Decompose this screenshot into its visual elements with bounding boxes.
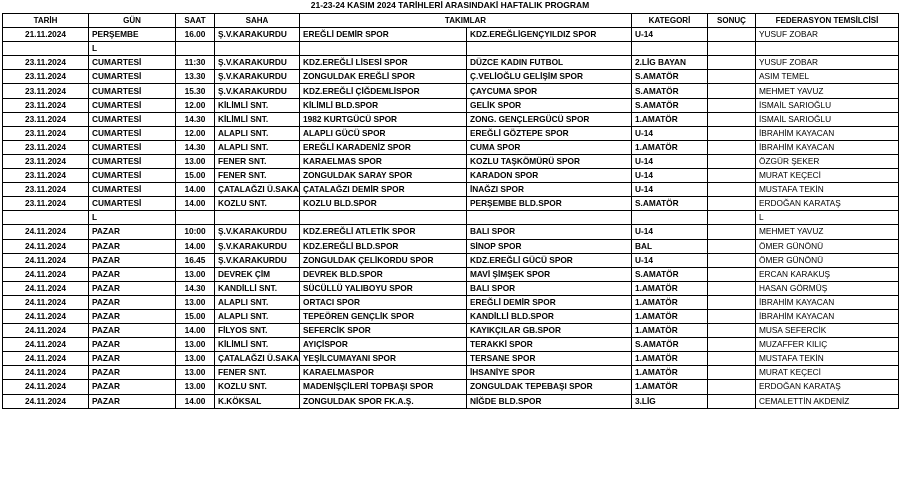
cell-tarih: 24.11.2024 [3, 309, 89, 323]
cell-kategori: 1.AMATÖR [632, 112, 708, 126]
cell-temsilci: YUSUF ZOBAR [756, 56, 899, 70]
cell-gun: CUMARTESİ [89, 98, 176, 112]
cell-saat: 15.00 [176, 309, 215, 323]
cell-home-team: MADENİŞÇİLERİ TOPBAŞI SPOR [300, 380, 467, 394]
cell-tarih: 23.11.2024 [3, 56, 89, 70]
cell-kategori: 1.AMATÖR [632, 352, 708, 366]
cell-tarih: 24.11.2024 [3, 352, 89, 366]
cell-tarih: 23.11.2024 [3, 126, 89, 140]
cell-sonuc [708, 267, 756, 281]
cell-gun: CUMARTESİ [89, 56, 176, 70]
cell-temsilci [756, 42, 899, 56]
cell-tarih: 21.11.2024 [3, 28, 89, 42]
cell-home-team: ORTACI SPOR [300, 295, 467, 309]
cell-saat: 14.00 [176, 197, 215, 211]
cell-away-team: EREĞLİ DEMİR SPOR [467, 295, 632, 309]
table-row [3, 352, 899, 366]
table-row [3, 324, 899, 338]
cell-saha: Ş.V.KARAKURDU [215, 70, 300, 84]
cell-temsilci: ASIM TEMEL [756, 70, 899, 84]
cell-away-team: DÜZCE KADIN FUTBOL [467, 56, 632, 70]
cell-saat: 14.00 [176, 394, 215, 408]
cell-saat: 13.00 [176, 380, 215, 394]
cell-sonuc [708, 225, 756, 239]
cell-home-team: SEFERCİK SPOR [300, 324, 467, 338]
cell-home-team: KARAELMASPOR [300, 366, 467, 380]
cell-gun: PAZAR [89, 281, 176, 295]
cell-kategori: 1.AMATÖR [632, 380, 708, 394]
cell-tarih: 23.11.2024 [3, 197, 89, 211]
table-row [3, 126, 899, 140]
cell-gun: PAZAR [89, 309, 176, 323]
cell-kategori: U-14 [632, 154, 708, 168]
cell-temsilci: CEMALETTİN AKDENİZ [756, 394, 899, 408]
cell-away-team: İHSANİYE SPOR [467, 366, 632, 380]
schedule-body [3, 28, 899, 409]
cell-tarih: 24.11.2024 [3, 281, 89, 295]
table-row [3, 295, 899, 309]
cell-gun: CUMARTESİ [89, 183, 176, 197]
table-row [3, 84, 899, 98]
cell-saha: Ş.V.KARAKURDU [215, 239, 300, 253]
cell-temsilci: İBRAHİM KAYACAN [756, 309, 899, 323]
cell-gun: CUMARTESİ [89, 169, 176, 183]
cell-sonuc [708, 197, 756, 211]
cell-saha: ÇATALAĞZI Ü.SAKA [215, 352, 300, 366]
cell-away-team: EREĞLİ GÖZTEPE SPOR [467, 126, 632, 140]
cell-gun: PAZAR [89, 380, 176, 394]
cell-sonuc [708, 28, 756, 42]
table-row [3, 112, 899, 126]
cell-sonuc [708, 56, 756, 70]
cell-tarih: 24.11.2024 [3, 225, 89, 239]
cell-away-team: TERSANE SPOR [467, 352, 632, 366]
cell-tarih: 23.11.2024 [3, 169, 89, 183]
cell-home-team: KDZ.EREĞLİ ÇİĞDEMLİSPOR [300, 84, 467, 98]
page-title: 21-23-24 KASIM 2024 TARİHLERİ ARASINDAKİ HAFTALIK PROGRAM [310, 0, 590, 10]
cell-kategori: U-14 [632, 169, 708, 183]
cell-temsilci: L [756, 211, 899, 225]
cell-saat: 13.00 [176, 338, 215, 352]
cell-away-team: ZONG. GENÇLERGÜCÜ SPOR [467, 112, 632, 126]
cell-tarih: 23.11.2024 [3, 183, 89, 197]
cell-saat: 13.00 [176, 352, 215, 366]
col-header-saha: SAHA [215, 14, 300, 28]
cell-away-team: Ç.VELİOĞLU GELİŞİM SPOR [467, 70, 632, 84]
cell-saat: 13.00 [176, 295, 215, 309]
cell-saha: ALAPLI SNT. [215, 295, 300, 309]
table-row [3, 239, 899, 253]
cell-kategori [632, 42, 708, 56]
table-row [3, 281, 899, 295]
col-header-takimlar: TAKIMLAR [300, 14, 632, 28]
cell-gun: L [89, 211, 176, 225]
cell-temsilci: ERDOĞAN KARATAŞ [756, 197, 899, 211]
cell-away-team: KANDİLLİ BLD.SPOR [467, 309, 632, 323]
cell-tarih [3, 211, 89, 225]
cell-saha: KİLİMLİ SNT. [215, 338, 300, 352]
cell-gun: PAZAR [89, 324, 176, 338]
cell-temsilci: MUZAFFER KILIÇ [756, 338, 899, 352]
cell-tarih: 23.11.2024 [3, 154, 89, 168]
table-row [3, 28, 899, 42]
cell-temsilci: MEHMET YAVUZ [756, 225, 899, 239]
cell-home-team: YEŞİLCUMAYANI SPOR [300, 352, 467, 366]
cell-temsilci: YUSUF ZOBAR [756, 28, 899, 42]
cell-tarih: 23.11.2024 [3, 84, 89, 98]
cell-saat: 14.00 [176, 183, 215, 197]
cell-saat: 12.00 [176, 126, 215, 140]
cell-saat: 14.00 [176, 239, 215, 253]
cell-away-team: ÇAYCUMA SPOR [467, 84, 632, 98]
cell-gun: PAZAR [89, 338, 176, 352]
cell-saat: 13.00 [176, 267, 215, 281]
cell-tarih: 24.11.2024 [3, 380, 89, 394]
cell-saha [215, 42, 300, 56]
cell-gun: L [89, 42, 176, 56]
cell-sonuc [708, 295, 756, 309]
cell-sonuc [708, 154, 756, 168]
cell-tarih: 23.11.2024 [3, 98, 89, 112]
cell-sonuc [708, 42, 756, 56]
cell-gun: PAZAR [89, 366, 176, 380]
cell-saha [215, 211, 300, 225]
cell-sonuc [708, 126, 756, 140]
cell-temsilci: ERDOĞAN KARATAŞ [756, 380, 899, 394]
cell-saat: 12.00 [176, 98, 215, 112]
cell-saat: 15.00 [176, 169, 215, 183]
cell-saha: KANDİLLİ SNT. [215, 281, 300, 295]
col-header-sonuc: SONUÇ [708, 14, 756, 28]
cell-sonuc [708, 98, 756, 112]
cell-sonuc [708, 112, 756, 126]
cell-gun: CUMARTESİ [89, 154, 176, 168]
cell-kategori: S.AMATÖR [632, 84, 708, 98]
cell-home-team: DEVREK BLD.SPOR [300, 267, 467, 281]
col-header-temsilci: FEDERASYON TEMSİLCİSİ [756, 14, 899, 28]
cell-kategori: BAL [632, 239, 708, 253]
cell-saat: 14.30 [176, 112, 215, 126]
cell-tarih: 24.11.2024 [3, 239, 89, 253]
cell-tarih: 24.11.2024 [3, 253, 89, 267]
cell-saat [176, 211, 215, 225]
cell-kategori: 1.AMATÖR [632, 140, 708, 154]
cell-kategori: 2.LİG BAYAN [632, 56, 708, 70]
cell-away-team: GELİK SPOR [467, 98, 632, 112]
cell-home-team: ALAPLI GÜCÜ SPOR [300, 126, 467, 140]
cell-away-team: KDZ.EREĞLİ GÜCÜ SPOR [467, 253, 632, 267]
cell-saat: 13.00 [176, 366, 215, 380]
cell-away-team: MAVİ ŞİMŞEK SPOR [467, 267, 632, 281]
table-row [3, 253, 899, 267]
table-row [3, 70, 899, 84]
cell-kategori: 1.AMATÖR [632, 366, 708, 380]
cell-sonuc [708, 183, 756, 197]
cell-tarih: 23.11.2024 [3, 70, 89, 84]
table-row [3, 183, 899, 197]
cell-saha: KİLİMLİ SNT. [215, 98, 300, 112]
cell-saat: 11:30 [176, 56, 215, 70]
cell-sonuc [708, 366, 756, 380]
cell-away-team: SİNOP SPOR [467, 239, 632, 253]
table-row [3, 225, 899, 239]
cell-kategori: S.AMATÖR [632, 338, 708, 352]
cell-saha: ALAPLI SNT. [215, 126, 300, 140]
cell-sonuc [708, 70, 756, 84]
cell-sonuc [708, 281, 756, 295]
cell-temsilci: ÖMER GÜNÖNÜ [756, 253, 899, 267]
cell-sonuc [708, 394, 756, 408]
cell-tarih: 24.11.2024 [3, 295, 89, 309]
cell-home-team: ZONGULDAK SARAY SPOR [300, 169, 467, 183]
cell-kategori: U-14 [632, 28, 708, 42]
cell-home-team: KOZLU BLD.SPOR [300, 197, 467, 211]
table-row [3, 267, 899, 281]
cell-home-team: AYIÇİSPOR [300, 338, 467, 352]
cell-kategori: S.AMATÖR [632, 197, 708, 211]
cell-away-team: PERŞEMBE BLD.SPOR [467, 197, 632, 211]
cell-saat: 14.30 [176, 140, 215, 154]
cell-away-team: KAYIKÇILAR GB.SPOR [467, 324, 632, 338]
table-row [3, 211, 899, 225]
cell-saha: Ş.V.KARAKURDU [215, 56, 300, 70]
cell-away-team: İNAĞZI SPOR [467, 183, 632, 197]
cell-home-team: KDZ.EREĞLİ ATLETİK SPOR [300, 225, 467, 239]
cell-tarih [3, 42, 89, 56]
col-header-kategori: KATEGORİ [632, 14, 708, 28]
cell-saat: 14.00 [176, 324, 215, 338]
cell-kategori: 1.AMATÖR [632, 324, 708, 338]
cell-away-team [467, 42, 632, 56]
cell-saha: ALAPLI SNT. [215, 140, 300, 154]
cell-away-team: KARADON SPOR [467, 169, 632, 183]
cell-saha: DEVREK ÇİM [215, 267, 300, 281]
cell-kategori: 1.AMATÖR [632, 295, 708, 309]
cell-kategori: U-14 [632, 183, 708, 197]
cell-saha: KİLİMLİ SNT. [215, 112, 300, 126]
cell-home-team: ZONGULDAK SPOR FK.A.Ş. [300, 394, 467, 408]
cell-away-team: BALI SPOR [467, 281, 632, 295]
cell-sonuc [708, 239, 756, 253]
cell-home-team: 1982 KURTGÜCÜ SPOR [300, 112, 467, 126]
table-row [3, 169, 899, 183]
cell-away-team: BALI SPOR [467, 225, 632, 239]
cell-saha: FENER SNT. [215, 169, 300, 183]
cell-temsilci: İBRAHİM KAYACAN [756, 140, 899, 154]
col-header-tarih: TARİH [3, 14, 89, 28]
cell-sonuc [708, 352, 756, 366]
cell-home-team [300, 42, 467, 56]
cell-temsilci: İSMAİL SARIOĞLU [756, 112, 899, 126]
cell-home-team: KDZ.EREĞLİ BLD.SPOR [300, 239, 467, 253]
table-row [3, 56, 899, 70]
cell-sonuc [708, 140, 756, 154]
cell-gun: PAZAR [89, 295, 176, 309]
cell-gun: CUMARTESİ [89, 140, 176, 154]
cell-temsilci: İBRAHİM KAYACAN [756, 295, 899, 309]
cell-saat: 16.00 [176, 28, 215, 42]
cell-away-team: CUMA SPOR [467, 140, 632, 154]
cell-gun: PAZAR [89, 225, 176, 239]
cell-away-team [467, 211, 632, 225]
cell-kategori: U-14 [632, 253, 708, 267]
cell-tarih: 23.11.2024 [3, 140, 89, 154]
cell-kategori: S.AMATÖR [632, 267, 708, 281]
table-row [3, 98, 899, 112]
cell-sonuc [708, 309, 756, 323]
cell-kategori: U-14 [632, 225, 708, 239]
cell-home-team: ZONGULDAK EREĞLİ SPOR [300, 70, 467, 84]
cell-kategori: 3.LİG [632, 394, 708, 408]
cell-sonuc [708, 380, 756, 394]
table-row [3, 366, 899, 380]
col-header-gun: GÜN [89, 14, 176, 28]
cell-home-team: ZONGULDAK ÇELİKORDU SPOR [300, 253, 467, 267]
cell-home-team: ÇATALAĞZI DEMİR SPOR [300, 183, 467, 197]
cell-saha: FİLYOS SNT. [215, 324, 300, 338]
cell-gun: CUMARTESİ [89, 126, 176, 140]
cell-gun: PAZAR [89, 352, 176, 366]
table-row [3, 338, 899, 352]
cell-away-team: KOZLU TAŞKÖMÜRÜ SPOR [467, 154, 632, 168]
cell-sonuc [708, 253, 756, 267]
table-row [3, 154, 899, 168]
cell-home-team [300, 211, 467, 225]
cell-saat [176, 42, 215, 56]
table-row [3, 42, 899, 56]
cell-temsilci: HASAN GÖRMÜŞ [756, 281, 899, 295]
cell-kategori: S.AMATÖR [632, 70, 708, 84]
cell-saha: Ş.V.KARAKURDU [215, 84, 300, 98]
cell-saat: 10:00 [176, 225, 215, 239]
cell-gun: PAZAR [89, 253, 176, 267]
cell-saha: K.KÖKSAL [215, 394, 300, 408]
cell-temsilci: MURAT KEÇECİ [756, 169, 899, 183]
cell-gun: PAZAR [89, 239, 176, 253]
cell-sonuc [708, 211, 756, 225]
cell-home-team: KDZ.EREĞLİ LİSESİ SPOR [300, 56, 467, 70]
cell-gun: PERŞEMBE [89, 28, 176, 42]
cell-gun: PAZAR [89, 267, 176, 281]
cell-kategori: U-14 [632, 126, 708, 140]
cell-gun: PAZAR [89, 394, 176, 408]
cell-sonuc [708, 169, 756, 183]
cell-kategori: 1.AMATÖR [632, 309, 708, 323]
cell-saat: 13.30 [176, 70, 215, 84]
cell-saha: Ş.V.KARAKURDU [215, 28, 300, 42]
cell-tarih: 24.11.2024 [3, 394, 89, 408]
cell-temsilci: ERCAN KARAKUŞ [756, 267, 899, 281]
cell-temsilci: MUSTAFA TEKİN [756, 352, 899, 366]
cell-home-team: EREĞLİ DEMİR SPOR [300, 28, 467, 42]
cell-home-team: EREĞLİ KARADENİZ SPOR [300, 140, 467, 154]
cell-saha: ÇATALAĞZI Ü.SAKA [215, 183, 300, 197]
schedule-table [2, 13, 899, 409]
cell-gun: CUMARTESİ [89, 70, 176, 84]
cell-away-team: NİĞDE BLD.SPOR [467, 394, 632, 408]
cell-kategori: 1.AMATÖR [632, 281, 708, 295]
cell-kategori [632, 211, 708, 225]
cell-sonuc [708, 324, 756, 338]
cell-temsilci: ÖZGÜR ŞEKER [756, 154, 899, 168]
cell-temsilci: MUSTAFA TEKİN [756, 183, 899, 197]
cell-saha: FENER SNT. [215, 154, 300, 168]
table-row [3, 394, 899, 408]
cell-temsilci: İBRAHİM KAYACAN [756, 126, 899, 140]
table-row [3, 140, 899, 154]
cell-saat: 14.30 [176, 281, 215, 295]
cell-away-team: KDZ.EREĞLİGENÇYILDIZ SPOR [467, 28, 632, 42]
table-row [3, 380, 899, 394]
cell-saat: 15.30 [176, 84, 215, 98]
cell-saha: KOZLU SNT. [215, 380, 300, 394]
table-row [3, 197, 899, 211]
cell-saha: Ş.V.KARAKURDU [215, 225, 300, 239]
cell-tarih: 24.11.2024 [3, 338, 89, 352]
cell-gun: CUMARTESİ [89, 197, 176, 211]
cell-home-team: KARAELMAS SPOR [300, 154, 467, 168]
cell-home-team: SÜCÜLLÜ YALIBOYU SPOR [300, 281, 467, 295]
cell-tarih: 23.11.2024 [3, 112, 89, 126]
cell-saat: 13.00 [176, 154, 215, 168]
cell-temsilci: MURAT KEÇECİ [756, 366, 899, 380]
cell-away-team: TERAKKİ SPOR [467, 338, 632, 352]
cell-home-team: TEPEÖREN GENÇLİK SPOR [300, 309, 467, 323]
cell-saha: KOZLU SNT. [215, 197, 300, 211]
cell-tarih: 24.11.2024 [3, 324, 89, 338]
cell-sonuc [708, 84, 756, 98]
cell-temsilci: İSMAİL SARIOĞLU [756, 98, 899, 112]
cell-gun: CUMARTESİ [89, 112, 176, 126]
cell-saat: 16.45 [176, 253, 215, 267]
cell-saha: Ş.V.KARAKURDU [215, 253, 300, 267]
cell-saha: FENER SNT. [215, 366, 300, 380]
cell-away-team: ZONGULDAK TEPEBAŞI SPOR [467, 380, 632, 394]
cell-gun: CUMARTESİ [89, 84, 176, 98]
cell-saha: ALAPLI SNT. [215, 309, 300, 323]
cell-home-team: KİLİMLİ BLD.SPOR [300, 98, 467, 112]
cell-temsilci: ÖMER GÜNÖNÜ [756, 239, 899, 253]
cell-kategori: S.AMATÖR [632, 98, 708, 112]
cell-tarih: 24.11.2024 [3, 267, 89, 281]
table-row [3, 309, 899, 323]
cell-tarih: 24.11.2024 [3, 366, 89, 380]
header-row [3, 14, 899, 28]
col-header-saat: SAAT [176, 14, 215, 28]
cell-temsilci: MUSA SEFERCİK [756, 324, 899, 338]
cell-sonuc [708, 338, 756, 352]
cell-temsilci: MEHMET YAVUZ [756, 84, 899, 98]
